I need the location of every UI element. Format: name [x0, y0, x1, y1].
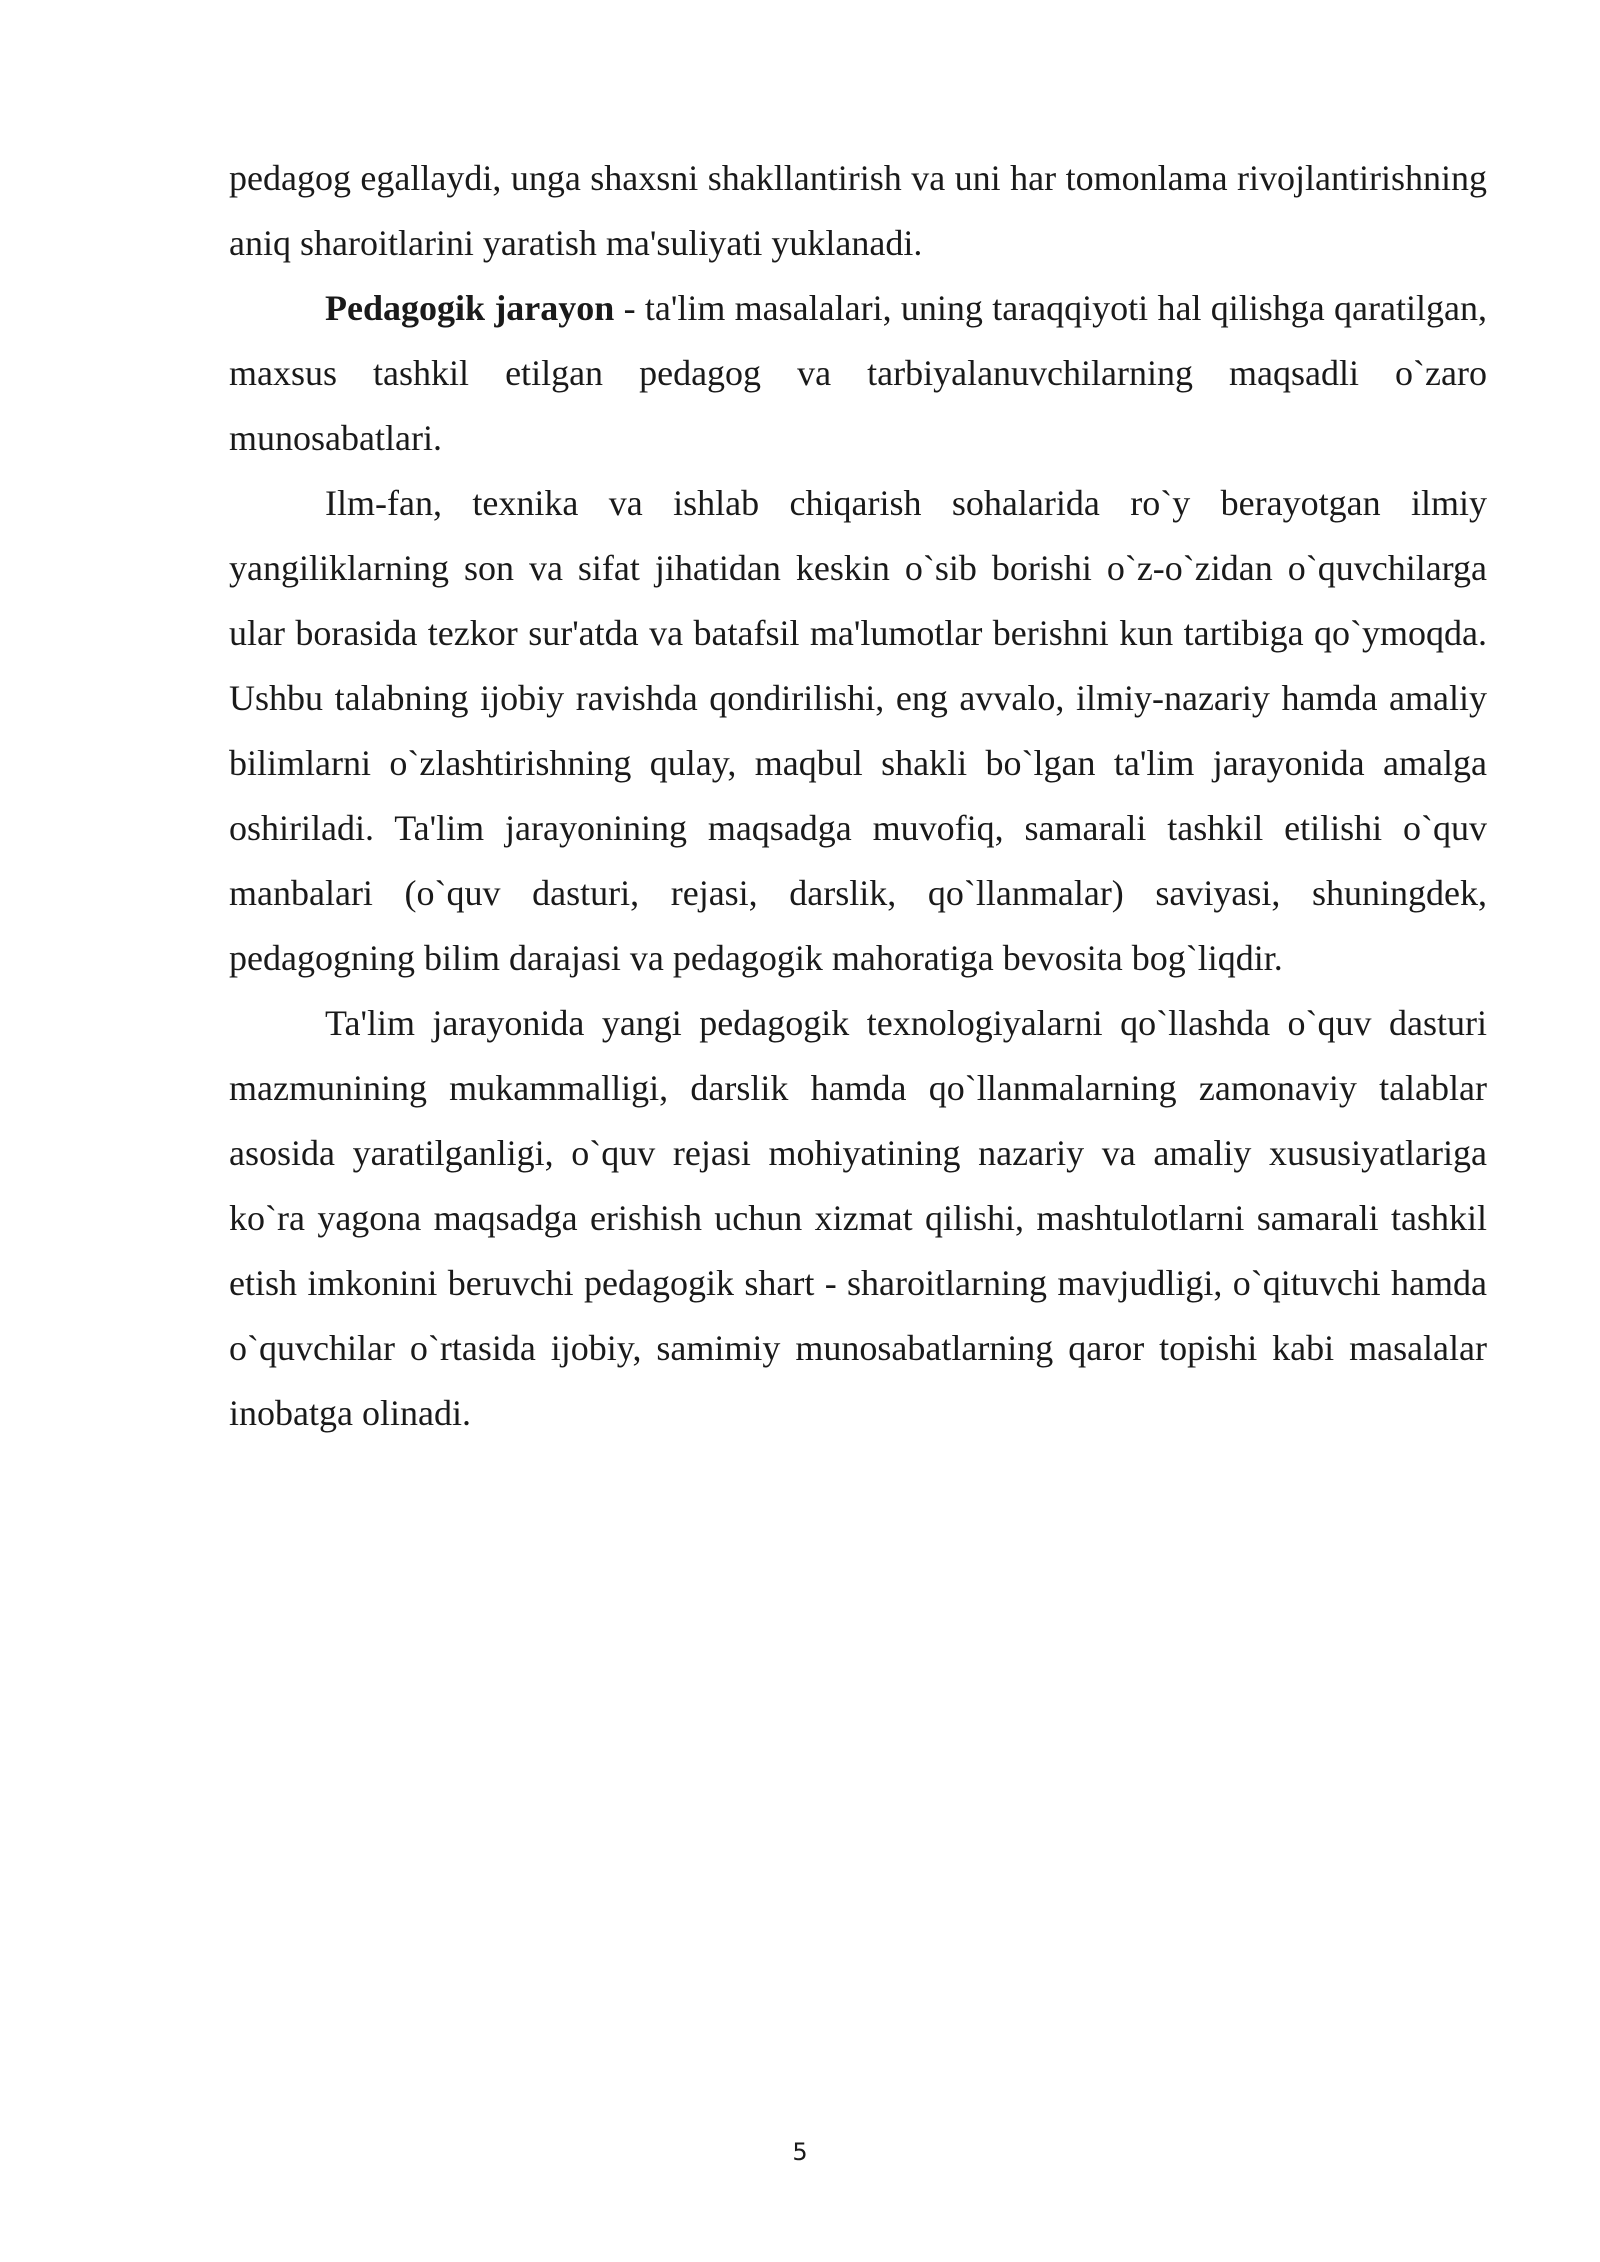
paragraph-science-education: Ilm-fan, texnika va ishlab chiqarish sohalarida ro`y berayotgan ilmiy yangiliklarning son va sifat jihatidan keskin o`sib borishi o`z-o`zidan o`quvchilarga ular borasida tezkor sur'atda va batafsil ma'lumotlar berishni kun tartibiga qo`ymoqda. Ushbu talabning ijobiy ravishda qondirilishi, eng avvalo, ilmiy-nazariy hamda amaliy bilimlarni o`zlashtirishning qulay, maqbul shakli bo`lgan ta'lim jarayonida amalga oshiriladi. Ta'lim jarayonining maqsadga muvofiq, samarali tashkil etilishi o`quv manbalari (o`quv dasturi, rejasi, darslik, qo`llanmalar) saviyasi, shuningdek, pedagogning bilim darajasi va pedagogik mahoratiga bevosita bog`liqdir.: [229, 483, 1487, 978]
page-number: 5: [792, 2138, 808, 2166]
paragraph-pedagogical-technologies: Ta'lim jarayonida yangi pedagogik texnologiyalarni qo`llashda o`quv dasturi mazmunining mukammalligi, darslik hamda qo`llanmalarning zamonaviy talablar asosida yaratilganligi, o`quv rejasi mohiyatining nazariy va amaliy xususiyatlariga ko`ra yagona maqsadga erishish uchun xizmat qilishi, mashtulotlarni samarali tashkil etish imkonini beruvchi pedagogik shart - sharoitlarning mavjudligi, o`qituvchi hamda o`quvchilar o`rtasida ijobiy, samimiy munosabatlarning qaror topishi kabi masalalar inobatga olinadi.: [229, 1003, 1487, 1433]
definition-text: - ta'lim masalalari, uning taraqqiyoti hal qilishga qaratilgan, maxsus tashkil etilgan pedagog va tarbiyalanuvchilarning maqsadli o`zaro munosabatlari.: [229, 288, 1487, 458]
paragraph-definition: [229, 276, 1487, 471]
document-body: [229, 146, 1487, 1446]
defined-term: Pedagogik jarayon: [325, 288, 615, 328]
paragraph-continuation: pedagog egallaydi, unga shaxsni shakllantirish va uni har tomonlama rivojlantirishning aniq sharoitlarini yaratish ma'suliyati yuklanadi.: [229, 158, 1487, 263]
